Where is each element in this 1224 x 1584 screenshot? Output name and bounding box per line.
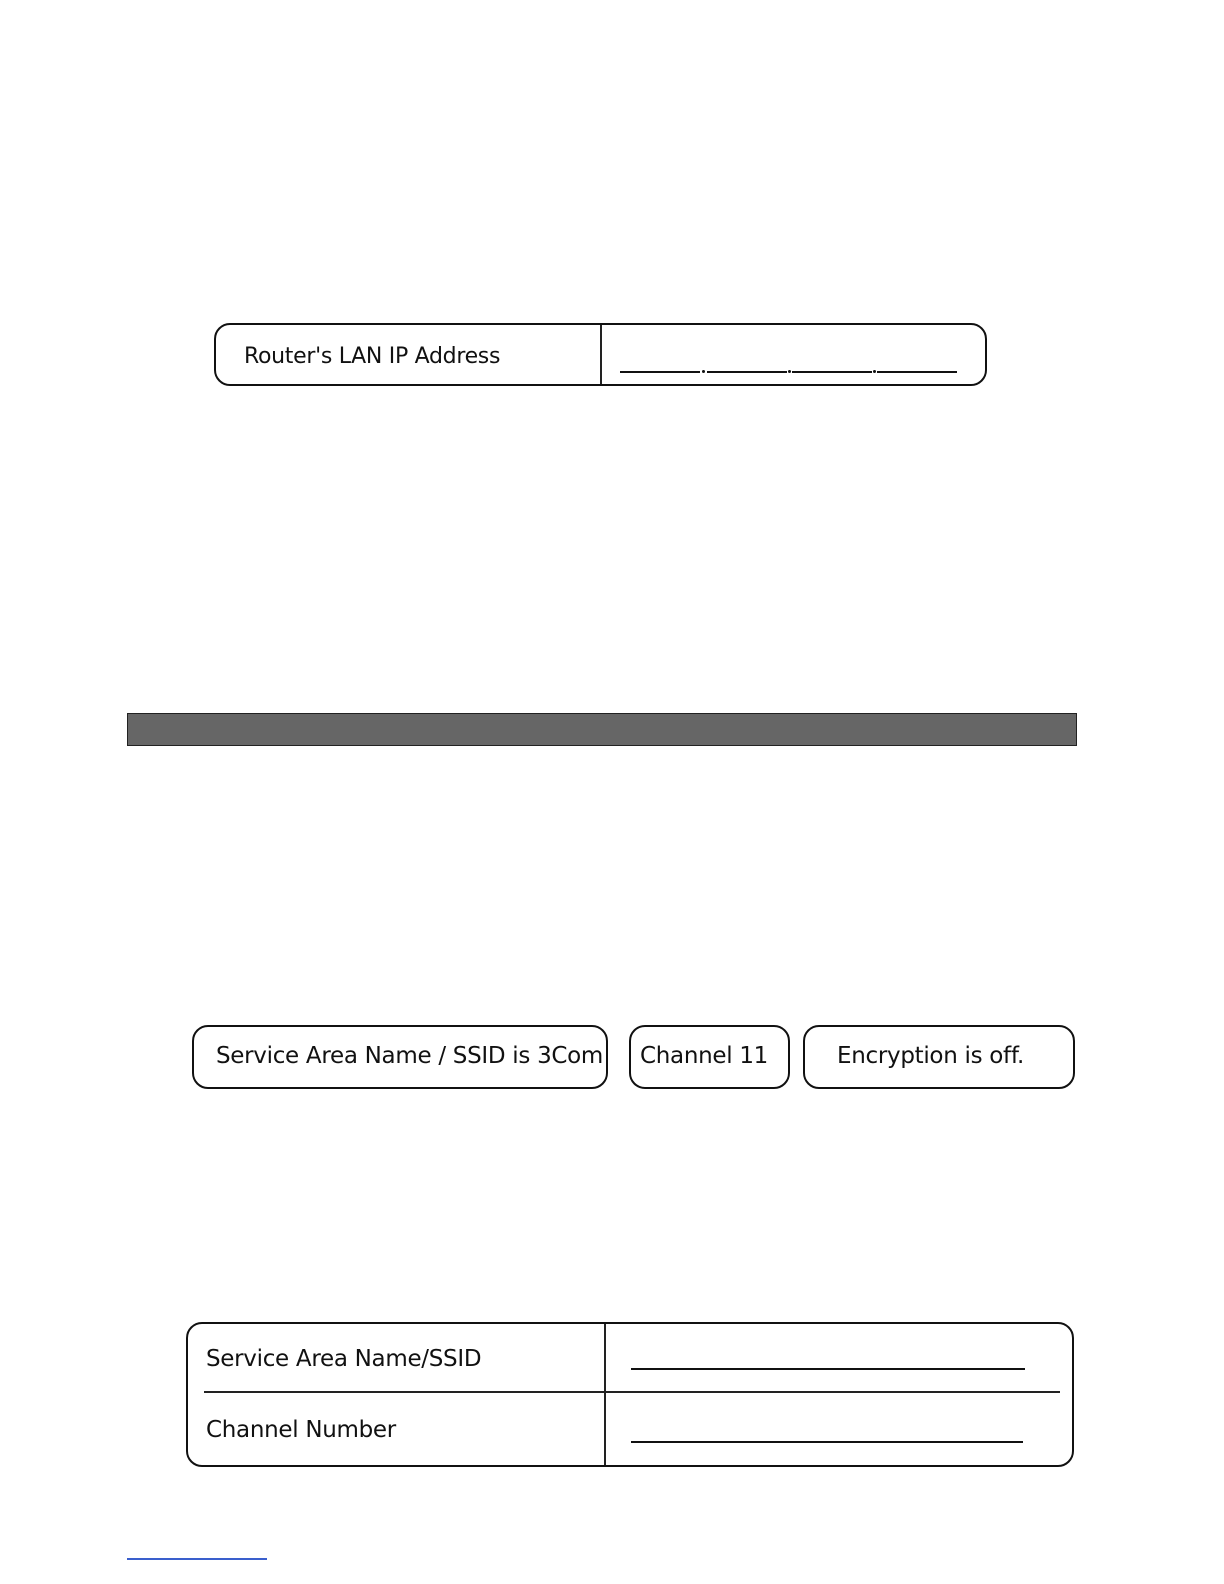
encryption-default-text: Encryption is off.	[837, 1043, 1024, 1069]
ip-octet-blank-1	[620, 371, 700, 373]
encryption-default-label	[803, 1025, 1075, 1089]
column-divider	[604, 1324, 606, 1465]
ip-octet-dot	[788, 370, 791, 373]
ip-octet-dot	[702, 370, 705, 373]
router-ip-record-box	[214, 323, 987, 386]
footnote-separator	[127, 1558, 267, 1560]
section-header-bar	[127, 713, 1077, 746]
channel-default-text: Channel 11	[640, 1043, 769, 1069]
router-ip-label: Router's LAN IP Address	[244, 344, 501, 369]
ssid-row-label: Service Area Name/SSID	[206, 1346, 482, 1372]
channel-row-label: Channel Number	[206, 1417, 396, 1443]
ip-octet-blank-3	[792, 371, 872, 373]
ssid-default-label	[192, 1025, 608, 1089]
channel-default-label	[629, 1025, 790, 1089]
wireless-settings-record-table	[186, 1322, 1074, 1467]
ssid-default-text: Service Area Name / SSID is 3Com	[216, 1043, 604, 1069]
channel-write-in-blank	[631, 1441, 1023, 1443]
ip-octet-blank-4	[877, 371, 957, 373]
ssid-write-in-blank	[631, 1368, 1025, 1370]
ip-octet-blank-2	[707, 371, 787, 373]
ip-octet-dot	[873, 370, 876, 373]
column-divider	[600, 325, 602, 384]
row-divider	[204, 1391, 1060, 1393]
